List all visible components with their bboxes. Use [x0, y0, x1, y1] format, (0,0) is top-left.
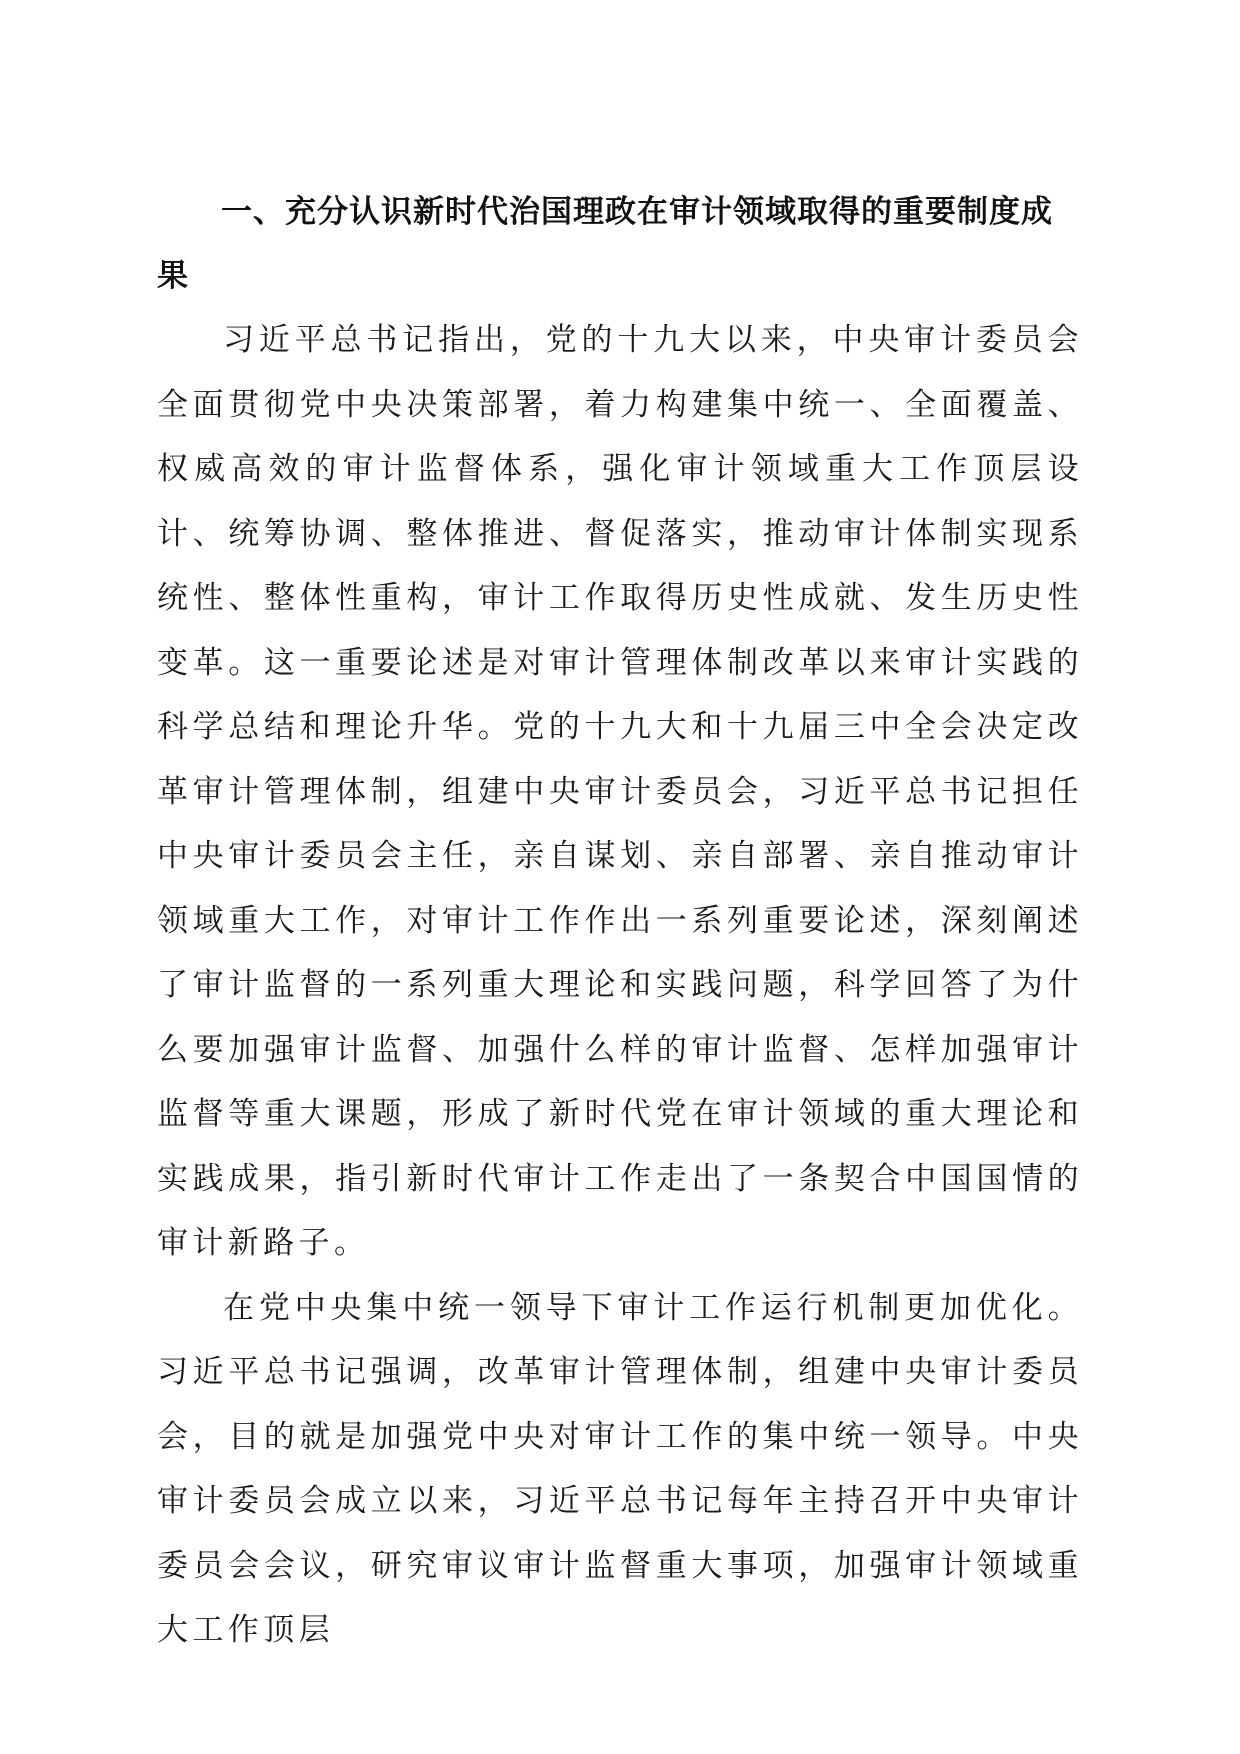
section-heading: 一、充分认识新时代治国理政在审计领域取得的重要制度成果: [157, 194, 1053, 294]
document-body: [157, 180, 1083, 1663]
body-paragraph-1: 习近平总书记指出，党的十九大以来，中央审计委员会全面贯彻党中央决策部署，着力构建集中统一、全面覆盖、权威高效的审计监督体系，强化审计领域重大工作顶层设计、统筹协调、整体推进、督促落实，推动审计体制实现系统性、整体性重构，审计工作取得历史性成就、发生历史性变革。这一重要论述是对审计管理体制改革以来审计实践的科学总结和理论升华。党的十九大和十九届三中全会决定改革审计管理体制，组建中央审计委员会，习近平总书记担任中央审计委员会主任，亲自谋划、亲自部署、亲自推动审计领域重大工作，对审计工作作出一系列重要论述，深刻阐述了审计监督的一系列重大理论和实践问题，科学回答了为什么要加强审计监督、加强什么样的审计监督、怎样加强审计监督等重大课题，形成了新时代党在审计领域的重大理论和实践成果，指引新时代审计工作走出了一条契合中国国情的审计新路子。: [157, 322, 1083, 1261]
body-paragraph-2: 在党中央集中统一领导下审计工作运行机制更加优化。习近平总书记强调，改革审计管理体制，组建中央审计委员会，目的就是加强党中央对审计工作的集中统一领导。中央审计委员会成立以来，习近平总书记每年主持召开中央审计委员会会议，研究审议审计监督重大事项，加强审计领域重大工作顶层: [157, 1289, 1083, 1648]
